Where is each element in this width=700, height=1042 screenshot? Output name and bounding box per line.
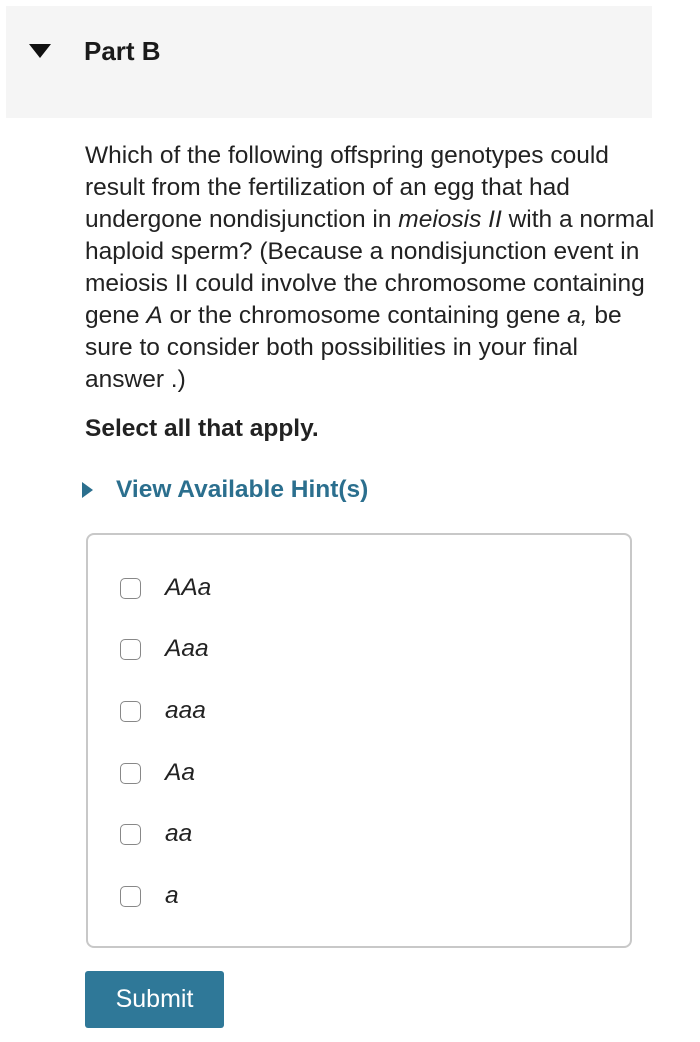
instruction-text: Select all that apply.: [85, 415, 319, 442]
view-hints-label[interactable]: View Available Hint(s): [116, 476, 369, 503]
checkbox[interactable]: [120, 639, 141, 660]
view-hints-toggle[interactable]: [82, 474, 368, 506]
question-emphasis-gene-A: A: [146, 302, 163, 329]
part-title: Part B: [84, 36, 161, 66]
checkbox[interactable]: [120, 701, 141, 722]
question-text: [85, 140, 655, 396]
question-emphasis-gene-a: a,: [567, 302, 588, 329]
option-label: Aa: [165, 759, 195, 786]
checkbox[interactable]: [120, 763, 141, 784]
collapse-toggle[interactable]: [27, 34, 57, 68]
question-text-4: be sure to consider both possibilities in your final answer .): [85, 302, 622, 393]
checkbox[interactable]: [120, 824, 141, 845]
question-text-2: with a normal haploid sperm? (Because a nondisjunction event in meiosis II could involve the chromosome containing gene: [85, 206, 655, 329]
option-label: aa: [165, 820, 193, 847]
option-aa[interactable]: [120, 818, 192, 850]
triangle-right-icon: [82, 482, 93, 498]
answer-options-box: [86, 533, 632, 948]
option-Aaa[interactable]: [120, 633, 209, 665]
triangle-down-icon: [27, 34, 57, 68]
submit-button[interactable]: Submit: [85, 971, 224, 1028]
option-label: aaa: [165, 697, 206, 724]
option-AAa[interactable]: [120, 572, 211, 604]
question-emphasis-meiosis: meiosis II: [398, 206, 502, 233]
checkbox[interactable]: [120, 578, 141, 599]
option-label: a: [165, 882, 179, 909]
question-text-1: Which of the following offspring genotypes could result from the fertilization of an egg that had undergone nondisjunction in: [85, 142, 609, 233]
checkbox[interactable]: [120, 886, 141, 907]
option-label: AAa: [165, 574, 212, 601]
option-a[interactable]: [120, 880, 179, 912]
option-aaa[interactable]: [120, 695, 206, 727]
option-Aa[interactable]: [120, 757, 195, 789]
option-label: Aaa: [165, 635, 209, 662]
question-text-3: or the chromosome containing gene: [162, 302, 568, 329]
